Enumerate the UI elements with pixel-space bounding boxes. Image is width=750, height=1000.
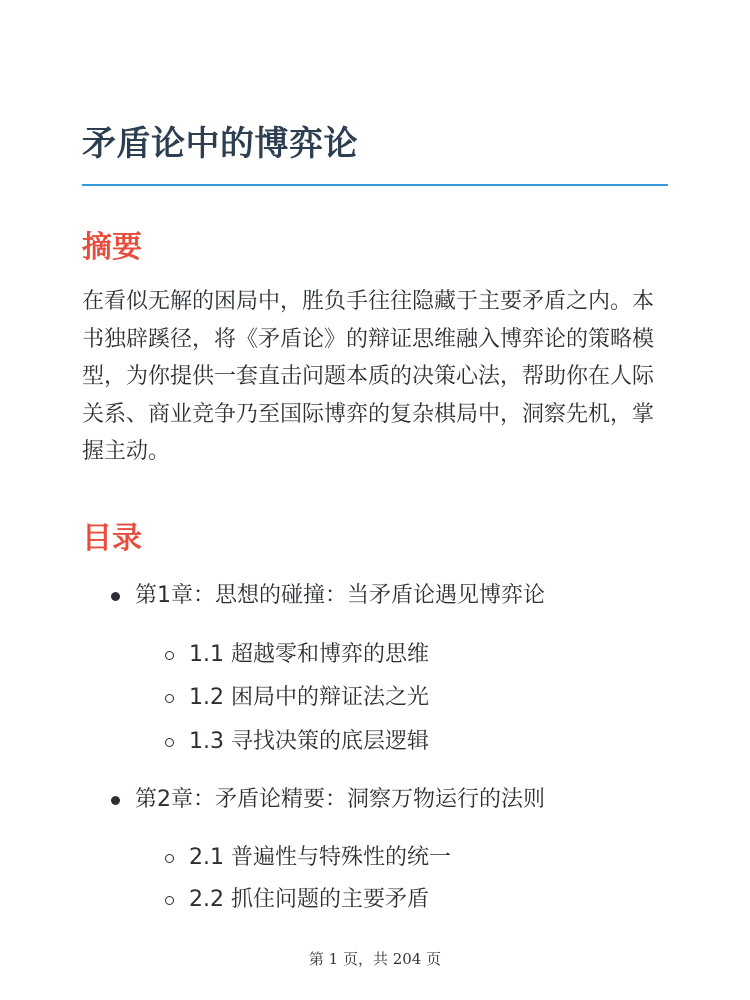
- toc-section-1-3[interactable]: [189, 727, 429, 757]
- toc-chapter-1[interactable]: [135, 581, 545, 611]
- circle-bullet-icon: [165, 651, 174, 660]
- toc-chapter-label: 第1章：思想的碰撞：当矛盾论遇见博弈论: [135, 583, 545, 608]
- circle-bullet-icon: [165, 738, 174, 747]
- toc-section-1-1[interactable]: [189, 640, 429, 670]
- toc-section-2-2[interactable]: [189, 885, 429, 915]
- page-number: 第 1 页，共 204 页: [308, 950, 442, 968]
- bullet-icon: [111, 796, 120, 805]
- toc-section-2-1[interactable]: [189, 843, 451, 873]
- toc-section-label: 1.3 寻找决策的底层逻辑: [189, 729, 429, 754]
- abstract-heading: 摘要: [82, 230, 142, 265]
- bullet-icon: [111, 592, 120, 601]
- circle-bullet-icon: [165, 854, 174, 863]
- toc-section-label: 1.1 超越零和博弈的思维: [189, 642, 429, 667]
- toc-chapter-2[interactable]: [135, 785, 545, 815]
- title-divider: [82, 184, 668, 186]
- abstract-text: 在看似无解的困局中，胜负手往往隐藏于主要矛盾之内。本书独辟蹊径，将《矛盾论》的辩证思维融入博弈论的策略模型，为你提供一套直击问题本质的决策心法，帮助你在人际关系、商业竞争乃至国际博弈的复杂棋局中，洞察先机，掌握主动。: [82, 289, 655, 464]
- document-title: 矛盾论中的博弈论: [82, 124, 358, 164]
- toc-section-label: 1.2 困局中的辩证法之光: [189, 685, 429, 710]
- circle-bullet-icon: [165, 896, 174, 905]
- toc-heading: 目录: [82, 521, 142, 556]
- circle-bullet-icon: [165, 694, 174, 703]
- toc-section-label: 2.1 普遍性与特殊性的统一: [189, 845, 451, 870]
- toc-section-label: 2.2 抓住问题的主要矛盾: [189, 887, 429, 912]
- toc-chapter-label: 第2章：矛盾论精要：洞察万物运行的法则: [135, 787, 545, 812]
- toc-section-1-2[interactable]: [189, 683, 429, 713]
